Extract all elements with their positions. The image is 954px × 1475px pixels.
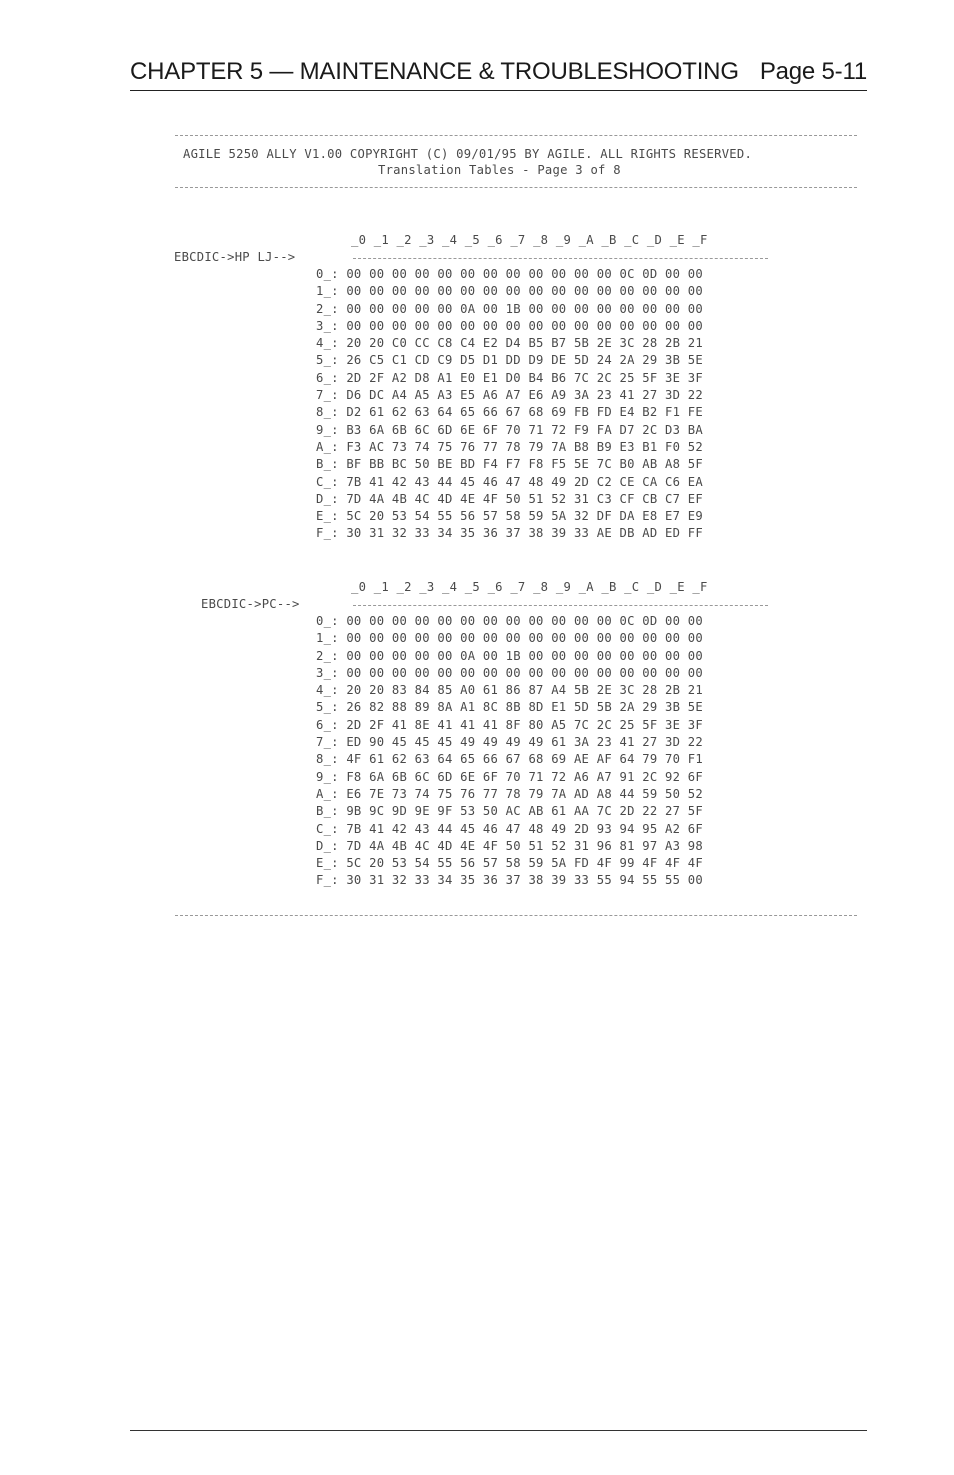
chapter-title: CHAPTER 5 — MAINTENANCE & TROUBLESHOOTING (130, 58, 739, 85)
table-header-rule (353, 605, 768, 606)
table-row: 9_: B3 6A 6B 6C 6D 6E 6F 70 71 72 F9 FA D7 2C D3 BA (316, 422, 703, 437)
table-row: D_: 7D 4A 4B 4C 4D 4E 4F 50 51 52 31 96 81 97 A3 98 (316, 838, 703, 853)
footer-rule (130, 1430, 867, 1431)
table-row: D_: 7D 4A 4B 4C 4D 4E 4F 50 51 52 31 C3 CF CB C7 EF (316, 491, 703, 506)
table-row: 8_: 4F 61 62 63 64 65 66 67 68 69 AE AF 64 79 70 F1 (316, 752, 703, 767)
table-row: 3_: 00 00 00 00 00 00 00 00 00 00 00 00 00 00 00 00 (316, 665, 703, 680)
column-headers: _0 _1 _2 _3 _4 _5 _6 _7 _8 _9 _A _B _C _D _E _F (351, 580, 708, 594)
table-row: 0_: 00 00 00 00 00 00 00 00 00 00 00 00 0C 0D 00 00 (316, 614, 703, 628)
table-row: 5_: 26 C5 C1 CD C9 D5 D1 DD D9 DE 5D 24 2A 29 3B 5E (316, 353, 703, 368)
table-label: EBCDIC->HP LJ--> (174, 250, 296, 264)
table-row: B_: 9B 9C 9D 9E 9F 53 50 AC AB 61 AA 7C 2D 22 27 5F (316, 804, 703, 819)
table-row: E_: 5C 20 53 54 55 56 57 58 59 5A 32 DF DA E8 E7 E9 (316, 509, 703, 524)
table-row: C_: 7B 41 42 43 44 45 46 47 48 49 2D 93 94 95 A2 6F (316, 821, 703, 836)
translation-table-pc (316, 613, 703, 890)
table-row: F_: 30 31 32 33 34 35 36 37 38 39 33 55 94 55 55 00 (316, 873, 703, 888)
table-row: 7_: ED 90 45 45 45 49 49 49 49 61 3A 23 41 27 3D 22 (316, 735, 703, 750)
table-row: A_: F3 AC 73 74 75 76 77 78 79 7A B8 B9 E3 B1 F0 52 (316, 439, 703, 454)
page-number: Page 5-11 (759, 58, 867, 85)
table-row: 3_: 00 00 00 00 00 00 00 00 00 00 00 00 00 00 00 00 (316, 318, 703, 333)
table-row: 6_: 2D 2F 41 8E 41 41 41 8F 80 A5 7C 2C 25 5F 3E 3F (316, 717, 703, 732)
table-row: 1_: 00 00 00 00 00 00 00 00 00 00 00 00 00 00 00 00 (316, 631, 703, 646)
table-row: 5_: 26 82 88 89 8A A1 8C 8B 8D E1 5D 5B 2A 29 3B 5E (316, 700, 703, 715)
banner-subtitle: Translation Tables - Page 3 of 8 (378, 163, 621, 177)
copyright-banner: AGILE 5250 ALLY V1.00 COPYRIGHT (C) 09/01/95 BY AGILE. ALL RIGHTS RESERVED. (183, 147, 753, 161)
table-row: 7_: D6 DC A4 A5 A3 E5 A6 A7 E6 A9 3A 23 41 27 3D 22 (316, 388, 703, 403)
table-row: 0_: 00 00 00 00 00 00 00 00 00 00 00 00 0C 0D 00 00 (316, 267, 703, 281)
table-row: 6_: 2D 2F A2 D8 A1 E0 E1 D0 B4 B6 7C 2C 25 5F 3E 3F (316, 370, 703, 385)
table-row: C_: 7B 41 42 43 44 45 46 47 48 49 2D C2 CE CA C6 EA (316, 474, 703, 489)
table-row: A_: E6 7E 73 74 75 76 77 78 79 7A AD A8 44 59 50 52 (316, 786, 703, 801)
dashed-divider (175, 135, 857, 136)
table-header-rule (353, 258, 768, 259)
table-row: 8_: D2 61 62 63 64 65 66 67 68 69 FB FD E4 B2 F1 FE (316, 405, 703, 420)
table-row: 2_: 00 00 00 00 00 0A 00 1B 00 00 00 00 00 00 00 00 (316, 648, 703, 663)
dashed-divider (175, 187, 857, 188)
table-row: 1_: 00 00 00 00 00 00 00 00 00 00 00 00 00 00 00 00 (316, 284, 703, 299)
dashed-divider (175, 915, 857, 916)
page-header (130, 56, 867, 91)
table-row: E_: 5C 20 53 54 55 56 57 58 59 5A FD 4F 99 4F 4F 4F (316, 856, 703, 871)
table-row: 4_: 20 20 83 84 85 A0 61 86 87 A4 5B 2E 3C 28 2B 21 (316, 683, 703, 698)
table-label: EBCDIC->PC--> (201, 597, 300, 611)
column-headers: _0 _1 _2 _3 _4 _5 _6 _7 _8 _9 _A _B _C _D _E _F (351, 233, 708, 247)
table-row: B_: BF BB BC 50 BE BD F4 F7 F8 F5 5E 7C B0 AB A8 5F (316, 457, 703, 472)
table-row: 9_: F8 6A 6B 6C 6D 6E 6F 70 71 72 A6 A7 91 2C 92 6F (316, 769, 703, 784)
table-row: 2_: 00 00 00 00 00 0A 00 1B 00 00 00 00 00 00 00 00 (316, 301, 703, 316)
table-row: F_: 30 31 32 33 34 35 36 37 38 39 33 AE DB AD ED FF (316, 526, 703, 541)
table-row: 4_: 20 20 C0 CC C8 C4 E2 D4 B5 B7 5B 2E 3C 28 2B 21 (316, 336, 703, 351)
translation-table-hp (316, 266, 703, 543)
